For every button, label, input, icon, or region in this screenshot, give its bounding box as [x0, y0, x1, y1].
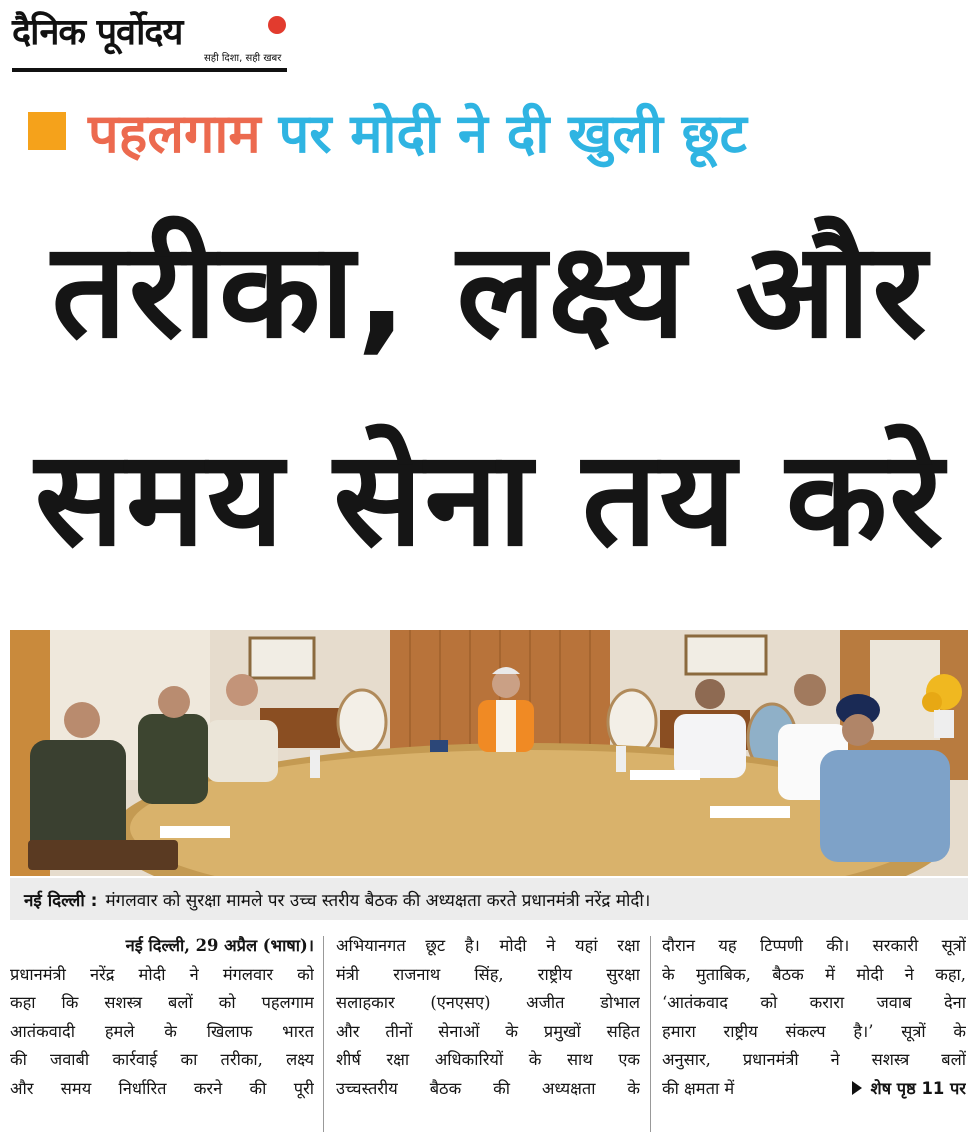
article-line: अभियानगत छूट है। मोदी ने यहां रक्षा: [336, 936, 640, 955]
article-column-1: [10, 932, 314, 1132]
article-line: सलाहकार (एनएसए) अजीत डोभाल: [336, 993, 640, 1012]
masthead-tagline: सही दिशा, सही खबर: [204, 53, 282, 64]
article-line: के मुताबिक, बैठक में मोदी ने कहा,: [662, 964, 966, 984]
masthead-rule: [12, 68, 287, 72]
article-column-2: [336, 932, 640, 1132]
article-line: अनुसार, प्रधानमंत्री ने सशस्त्र बलों: [662, 1050, 966, 1069]
kicker-blue-text: पर मोदी ने दी खुली छूट: [278, 102, 747, 165]
news-photo: [10, 630, 968, 876]
play-arrow-icon: [852, 1081, 862, 1095]
article-line: मंत्री राजनाथ सिंह, राष्ट्रीय सुरक्षा: [336, 964, 640, 984]
caption-text: मंगलवार को सुरक्षा मामले पर उच्च स्तरीय बैठक की अध्यक्षता करते प्रधानमंत्री नरेंद्र मोदी।: [105, 890, 651, 911]
article-line: उच्चस्तरीय बैठक की अध्यक्षता के: [336, 1078, 640, 1098]
column-divider: [323, 936, 324, 1132]
article-line: शीर्ष रक्षा अधिकारियों के साथ एक: [336, 1050, 640, 1069]
article-last-line: [662, 1075, 966, 1104]
article-line: और तीनों सेनाओं के प्रमुखों सहित: [336, 1021, 640, 1041]
meeting-photo-illustration: [10, 630, 968, 876]
article-line: प्रधानमंत्री नरेंद्र मोदी ने मंगलवार को: [10, 964, 314, 984]
caption-place: नई दिल्ली :: [24, 890, 98, 911]
article-column-3: [662, 932, 966, 1132]
article-line: की जवाबी कार्रवाई का तरीका, लक्ष्य: [10, 1050, 314, 1069]
column-divider: [650, 936, 651, 1132]
masthead-dot-icon: [268, 16, 286, 34]
continued-text: शेष पृष्ठ 11 पर: [870, 1078, 966, 1098]
article-line: कहा कि सशस्त्र बलों को पहलगाम: [10, 993, 314, 1012]
article-line: ‘आतंकवाद को करारा जवाब देना: [662, 993, 966, 1012]
masthead: [12, 6, 287, 74]
continued-link[interactable]: [852, 1075, 966, 1104]
article-dateline: नई दिल्ली, 29 अप्रैल (भाषा)।: [125, 936, 314, 955]
kicker-red-text: पहलगाम: [88, 102, 261, 165]
article-line: और समय निर्धारित करने की पूरी: [10, 1078, 314, 1098]
headline-line-2: समय सेना तय करे: [34, 422, 946, 576]
article-line: आतंकवादी हमले के खिलाफ भारत: [10, 1021, 314, 1041]
kicker-square-icon: [28, 112, 66, 150]
headline-line-1: तरीका, लक्ष्य और: [51, 214, 929, 368]
masthead-title: दैनिक पूर्वोदय: [12, 12, 183, 53]
article-line: हमारा राष्ट्रीय संकल्प है।’ सूत्रों के: [662, 1021, 966, 1041]
article-line: की क्षमता में: [662, 1078, 735, 1098]
article-line: दौरान यह टिप्पणी की। सरकारी सूत्रों: [662, 936, 966, 955]
kicker: [28, 96, 747, 166]
photo-caption: [10, 878, 968, 920]
